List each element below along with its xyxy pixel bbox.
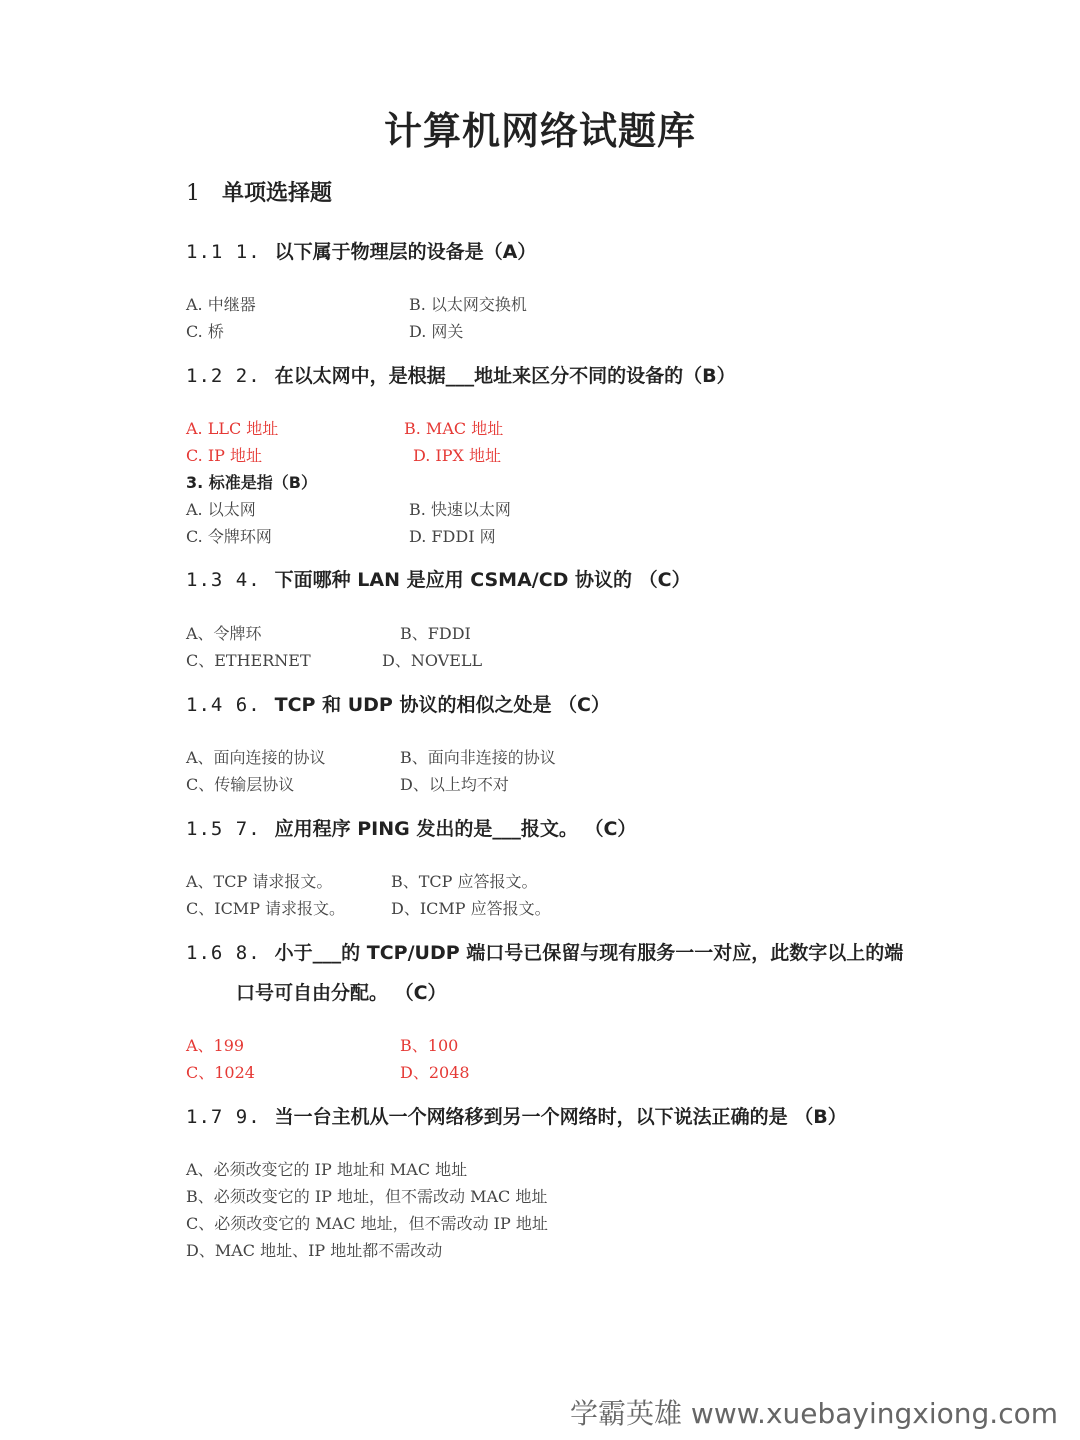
question-number: 1.3 4.: [186, 569, 261, 591]
option-a: A、令牌环: [186, 624, 262, 643]
section-heading: [186, 176, 332, 207]
question-text: 应用程序 PING 发出的是___报文。 （C）: [274, 818, 637, 840]
option-c: C、ETHERNET: [186, 651, 311, 670]
question-number: 1.7 9.: [186, 1106, 261, 1128]
option-a: A、面向连接的协议: [186, 748, 326, 767]
option-b: B. MAC 地址: [404, 419, 504, 438]
question-1: [186, 237, 536, 264]
option-d: D. 网关: [409, 322, 464, 341]
option-b: B、FDDI: [400, 624, 471, 643]
option-b: B、必须改变它的 IP 地址，但不需改动 MAC 地址: [186, 1187, 548, 1206]
option-a: A. 以太网: [186, 500, 256, 519]
question-text: TCP 和 UDP 协议的相似之处是 （C）: [274, 694, 610, 716]
section-title: 单项选择题: [222, 181, 333, 206]
option-a: A. LLC 地址: [186, 419, 279, 438]
option-c: C、ICMP 请求报文。: [186, 899, 346, 918]
option-d: D、NOVELL: [382, 651, 483, 670]
question-number: 1.1 1.: [186, 241, 261, 263]
section-number: 1: [186, 181, 200, 206]
question-text: 当一台主机从一个网络移到另一个网络时，以下说法正确的是 （B）: [274, 1106, 847, 1128]
option-d: D、ICMP 应答报文。: [391, 899, 551, 918]
page-title: 计算机网络试题库: [383, 109, 696, 153]
option-d: D、2048: [400, 1063, 470, 1082]
option-c: C、传输层协议: [186, 775, 295, 794]
option-a: A. 中继器: [186, 295, 256, 314]
option-c: C. IP 地址: [186, 446, 263, 465]
question-number: 1.6 8.: [186, 942, 261, 964]
question-2: [186, 361, 736, 388]
question-number: 1.2 2.: [186, 365, 261, 387]
question-number: 1.4 6.: [186, 694, 261, 716]
option-b: B、100: [400, 1036, 459, 1055]
question-number: 1.5 7.: [186, 818, 261, 840]
option-b: B. 以太网交换机: [409, 295, 527, 314]
option-c: C、必须改变它的 MAC 地址，但不需改动 IP 地址: [186, 1214, 548, 1233]
option-c: C. 令牌环网: [186, 527, 272, 546]
question-7: [186, 938, 903, 965]
question-8: [186, 1102, 847, 1129]
question-3: 3. 标准是指（B）: [186, 473, 317, 492]
option-b: B. 快速以太网: [409, 500, 511, 519]
option-b: B、TCP 应答报文。: [391, 872, 538, 891]
option-d: D. IPX 地址: [413, 446, 501, 465]
option-c: C、1024: [186, 1063, 255, 1082]
option-b: B、面向非连接的协议: [400, 748, 556, 767]
question-text: 小于___的 TCP/UDP 端口号已保留与现有服务一一对应，此数字以上的端: [274, 942, 904, 964]
question-text: 以下属于物理层的设备是（A）: [274, 241, 537, 263]
option-d: D. FDDI 网: [409, 527, 496, 546]
option-a: A、TCP 请求报文。: [186, 872, 333, 891]
question-text: 在以太网中，是根据___地址来区分不同的设备的（B）: [274, 365, 736, 387]
option-c: C. 桥: [186, 322, 224, 341]
question-4: [186, 565, 691, 592]
site-watermark: 学霸英雄 www.xuebayingxiong.com: [570, 1397, 1058, 1430]
question-6: [186, 814, 636, 841]
option-d: D、MAC 地址、IP 地址都不需改动: [186, 1241, 443, 1260]
question-5: [186, 690, 610, 717]
question-text-continued: 口号可自由分配。 （C）: [236, 982, 447, 1004]
option-a: A、必须改变它的 IP 地址和 MAC 地址: [186, 1160, 468, 1179]
question-text: 下面哪种 LAN 是应用 CSMA/CD 协议的 （C）: [274, 569, 691, 591]
option-d: D、以上均不对: [400, 775, 509, 794]
option-a: A、199: [186, 1036, 245, 1055]
